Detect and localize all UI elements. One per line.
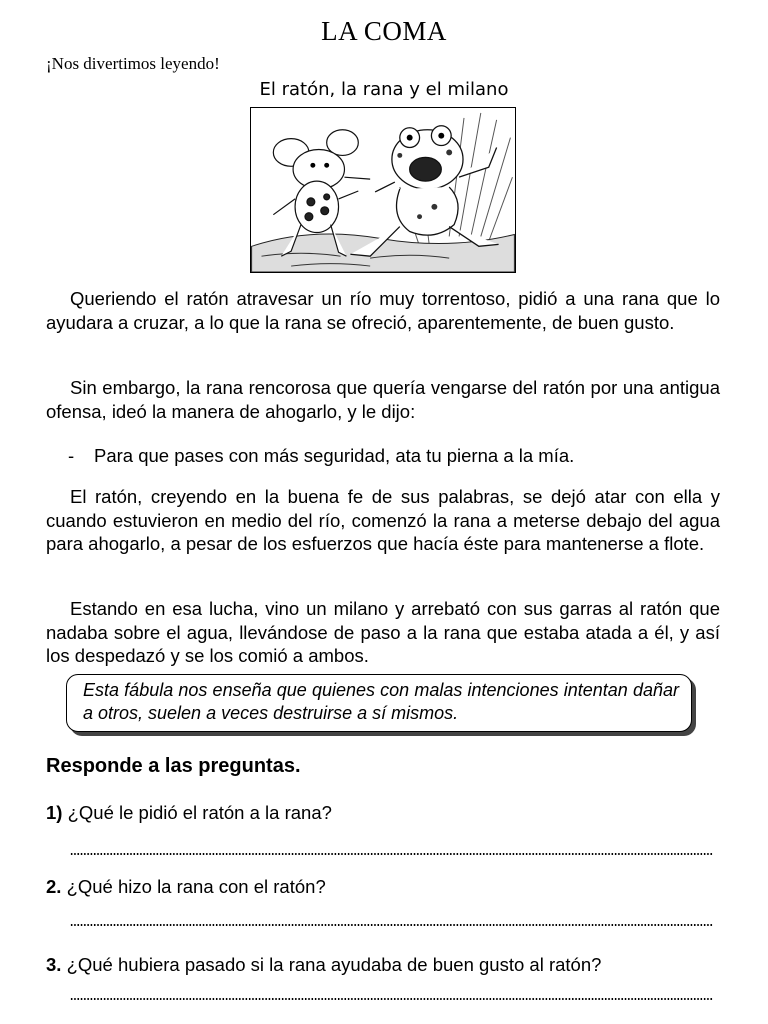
- question-text: ¿Qué hubiera pasado si la rana ayudaba de buen gusto al ratón?: [66, 954, 602, 975]
- story-paragraph-4: Estando en esa lucha, vino un milano y arrebató con sus garras al ratón que nadaba sobre el agua, llevándose de paso a la rana que estaba atada a él, y así los despedazó y se los comió a ambos.: [46, 598, 720, 666]
- questions-heading: Responde a las preguntas.: [46, 755, 301, 777]
- moral-box: Esta fábula nos enseña que quienes con malas intenciones intentan dañar a otros, suelen a veces destruirse a sí mismos.: [66, 674, 692, 732]
- answer-line-2[interactable]: [70, 924, 713, 926]
- dialogue-line: [68, 444, 718, 468]
- question-2: [46, 876, 326, 898]
- story-title: El ratón, la rana y el milano: [259, 79, 509, 100]
- question-3: [46, 954, 601, 976]
- question-1: [46, 802, 332, 824]
- mouse-and-frog-illustration: [250, 107, 516, 273]
- dialogue-text: Para que pases con más seguridad, ata tu pierna a la mía.: [94, 445, 575, 466]
- answer-line-3[interactable]: [70, 998, 713, 1000]
- question-text: ¿Qué hizo la rana con el ratón?: [66, 876, 326, 897]
- page-title: LA COMA: [321, 16, 447, 46]
- question-number: 3.: [46, 954, 62, 975]
- story-paragraph-1: Queriendo el ratón atravesar un río muy torrentoso, pidió a una rana que lo ayudara a cruzar, a lo que la rana se ofreció, aparentemente, de buen gusto.: [46, 288, 720, 333]
- dialogue-dash: -: [68, 445, 75, 466]
- question-number: 2.: [46, 876, 62, 897]
- question-text: ¿Qué le pidió el ratón a la rana?: [67, 802, 332, 823]
- question-number: 1): [46, 802, 63, 823]
- answer-line-1[interactable]: [70, 853, 713, 855]
- story-paragraph-3: El ratón, creyendo en la buena fe de sus palabras, se dejó atar con ella y cuando estuvieron en medio del río, comenzó la rana a meterse debajo del agua para ahogarlo, a pesar de los esfuerzos que hacía éste para mantenerse a flote.: [46, 486, 720, 554]
- story-paragraph-2: Sin embargo, la rana rencorosa que quería vengarse del ratón por una antigua ofensa, ideó la manera de ahogarlo, y le dijo:: [46, 377, 720, 422]
- page-subtitle: ¡Nos divertimos leyendo!: [46, 54, 220, 73]
